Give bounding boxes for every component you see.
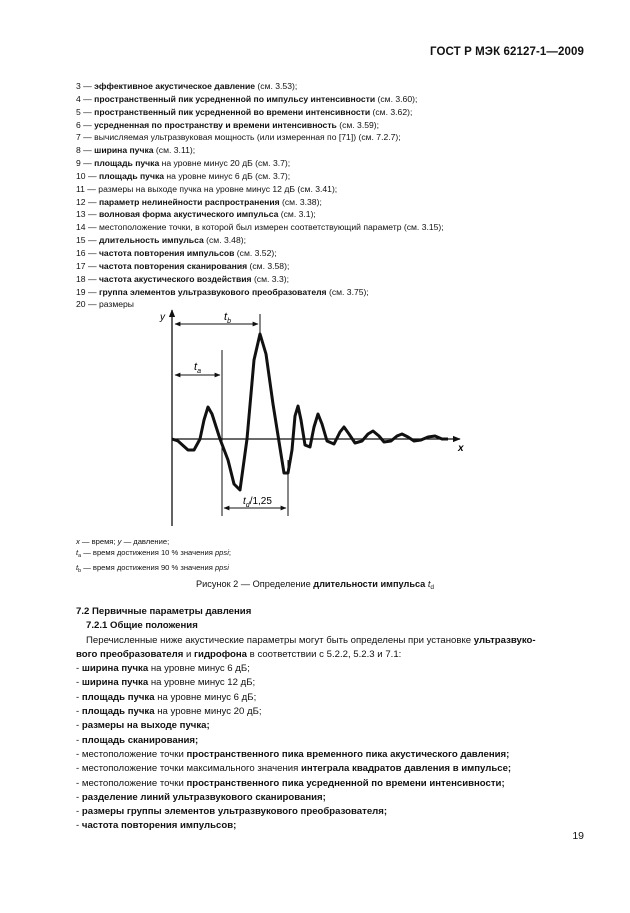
list-item: 9 — площадь пучка на уровне минус 20 дБ (см. 3.7);: [76, 158, 291, 169]
list-item: 13 — волновая форма акустического импульса (см. 3.1);: [76, 209, 316, 220]
list-item: 11 — размеры на выходе пучка на уровне минус 12 дБ (см. 3.41);: [76, 183, 338, 194]
list-item: - разделение линий ультразвукового сканирования;: [76, 791, 326, 803]
list-item: 17 — частота повторения сканирования (см. 3.58);: [76, 260, 290, 271]
list-item: - размеры группы элементов ультразвукового преобразователя;: [76, 806, 388, 818]
section-paragraph: Перечисленные ниже акустические параметры могут быть определены при установке ультразвуко-: [86, 634, 536, 646]
figure-legend: [76, 536, 231, 578]
legend-line-tb: $t_b$ — время достижения 90 % значения ppsi: [76, 563, 229, 575]
list-item: 19 — группа элементов ультразвукового преобразователя (см. 3.75);: [76, 286, 369, 297]
legend-line-ta: $t_a$ — время достижения 10 % значения ppsi;: [76, 548, 232, 560]
page-number: 19: [572, 830, 584, 842]
section-7-2: [76, 605, 592, 834]
list-item: 5 — пространственный пик усредненной во времени интенсивности (см. 3.62);: [76, 106, 413, 117]
section-heading-7-2: 7.2 Первичные параметры давления: [76, 606, 252, 617]
list-item: 4 — пространственный пик усредненной по импульсу интенсивности (см. 3.60);: [76, 93, 418, 104]
list-item: 12 — параметр нелинейности распространения (см. 3.38);: [76, 196, 322, 207]
list-item: 6 — усредненная по пространству и времени интенсивность (см. 3.59);: [76, 119, 380, 130]
list-item: 10 — площадь пучка на уровне минус 6 дБ (см. 3.7);: [76, 170, 291, 181]
symbol-legend-list: [76, 80, 596, 311]
pulse-waveform-figure: [148, 300, 478, 532]
tb-label: $t_b$: [224, 311, 231, 325]
list-item: - местоположение точки пространственного пика временного пика акустического давления;: [76, 748, 510, 760]
td-label: $t_d/1,25$: [243, 496, 272, 509]
list-item: 15 — длительность импульса (см. 3.48);: [76, 235, 246, 246]
document-header: ГОСТ Р МЭК 62127-1—2009: [430, 46, 584, 58]
list-item: - местоположение точки максимального значения интеграла квадратов давления в импульсе;: [76, 763, 512, 775]
x-axis-label: x: [458, 443, 464, 454]
figure-caption: Рисунок 2 — Определение длительности импульса $t_d$: [195, 579, 435, 591]
list-item: 3 — эффективное акустическое давление (см. 3.53);: [76, 81, 298, 91]
list-item: 18 — частота акустического воздействия (см. 3.3);: [76, 273, 289, 284]
list-item: - ширина пучка на уровне минус 6 дБ;: [76, 663, 250, 675]
section-heading-7-2-1: 7.2.1 Общие положения: [86, 620, 198, 632]
list-item: - частота повторения импульсов;: [76, 820, 237, 832]
ta-label: $t_a$: [194, 361, 201, 375]
list-item: 8 — ширина пучка (см. 3.11);: [76, 145, 196, 156]
list-item: 7 — вычисляемая ультразвуковая мощность (или измеренная по [71]) (см. 7.2.7);: [76, 132, 401, 143]
list-item: - площадь пучка на уровне минус 6 дБ;: [76, 691, 257, 703]
list-item: 16 — частота повторения импульсов (см. 3.52);: [76, 247, 277, 258]
section-paragraph-cont: вого преобразователя и гидрофона в соответствии с 5.2.2, 5.2.3 и 7.1:: [76, 648, 402, 660]
list-item: - местоположение точки пространственного пика усредненной по времени интенсивности;: [76, 777, 505, 789]
y-axis-label: y: [160, 312, 165, 323]
list-item: - размеры на выходе пучка;: [76, 720, 210, 732]
list-item: - площадь сканирования;: [76, 734, 199, 746]
list-item: - ширина пучка на уровне минус 12 дБ;: [76, 677, 256, 689]
waveform-curve: [172, 334, 448, 490]
list-item: 14 — местоположение точки, в которой был измерен соответствующий параметр (см. 3.15);: [76, 222, 444, 233]
legend-line-axes: x — время; y — давление;: [76, 537, 170, 546]
list-item: - площадь пучка на уровне минус 20 дБ;: [76, 706, 262, 718]
list-item: 20 — размеры: [76, 299, 134, 310]
